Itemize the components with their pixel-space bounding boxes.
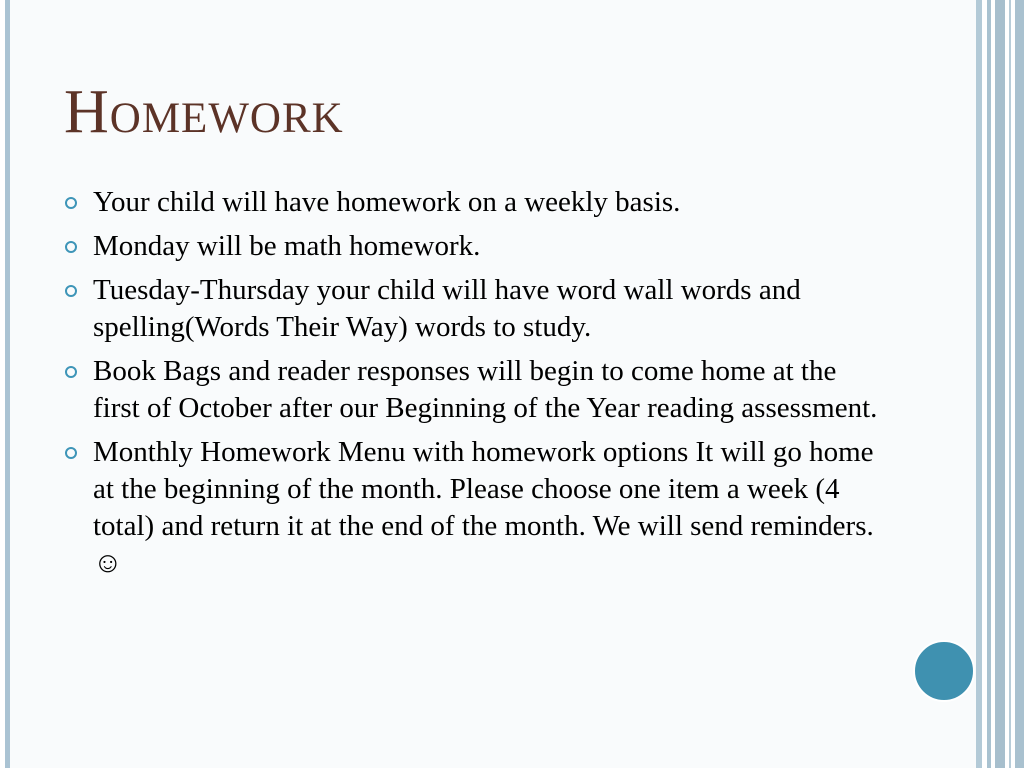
bullet-text: Tuesday-Thursday your child will have word wall words and spelling(Words Their Way) words to study. xyxy=(93,274,801,343)
bullet-text: Your child will have homework on a weekly basis. xyxy=(93,186,681,218)
slide-title: Homework xyxy=(64,78,344,146)
list-item xyxy=(64,434,884,582)
filled-circle-icon xyxy=(913,640,975,702)
hollow-circle-bullet-icon xyxy=(65,366,77,378)
bullet-text: Monday will be math homework. xyxy=(93,230,481,262)
hollow-circle-bullet-icon xyxy=(65,241,77,253)
bullet-text: Monthly Homework Menu with homework options It will go home at the beginning of the month. Please choose one item a week (4 total) and return it at the end of the month. We will send reminders. ☺ xyxy=(93,436,874,579)
hollow-circle-bullet-icon xyxy=(65,285,77,297)
frame-stripe xyxy=(1015,0,1024,768)
right-frame-stripes xyxy=(976,0,1024,768)
list-item xyxy=(64,228,884,265)
list-item xyxy=(64,184,884,221)
frame-stripe xyxy=(987,0,991,768)
bullet-list xyxy=(64,184,884,589)
hollow-circle-bullet-icon xyxy=(65,197,77,209)
bullet-text: Book Bags and reader responses will begin to come home at the first of October after our Beginning of the Year reading assessment. xyxy=(93,355,878,424)
frame-stripe xyxy=(995,0,1005,768)
frame-stripe xyxy=(976,0,982,768)
frame-stripe xyxy=(1009,0,1011,768)
hollow-circle-bullet-icon xyxy=(65,447,77,459)
list-item xyxy=(64,353,884,427)
list-item xyxy=(64,272,884,346)
